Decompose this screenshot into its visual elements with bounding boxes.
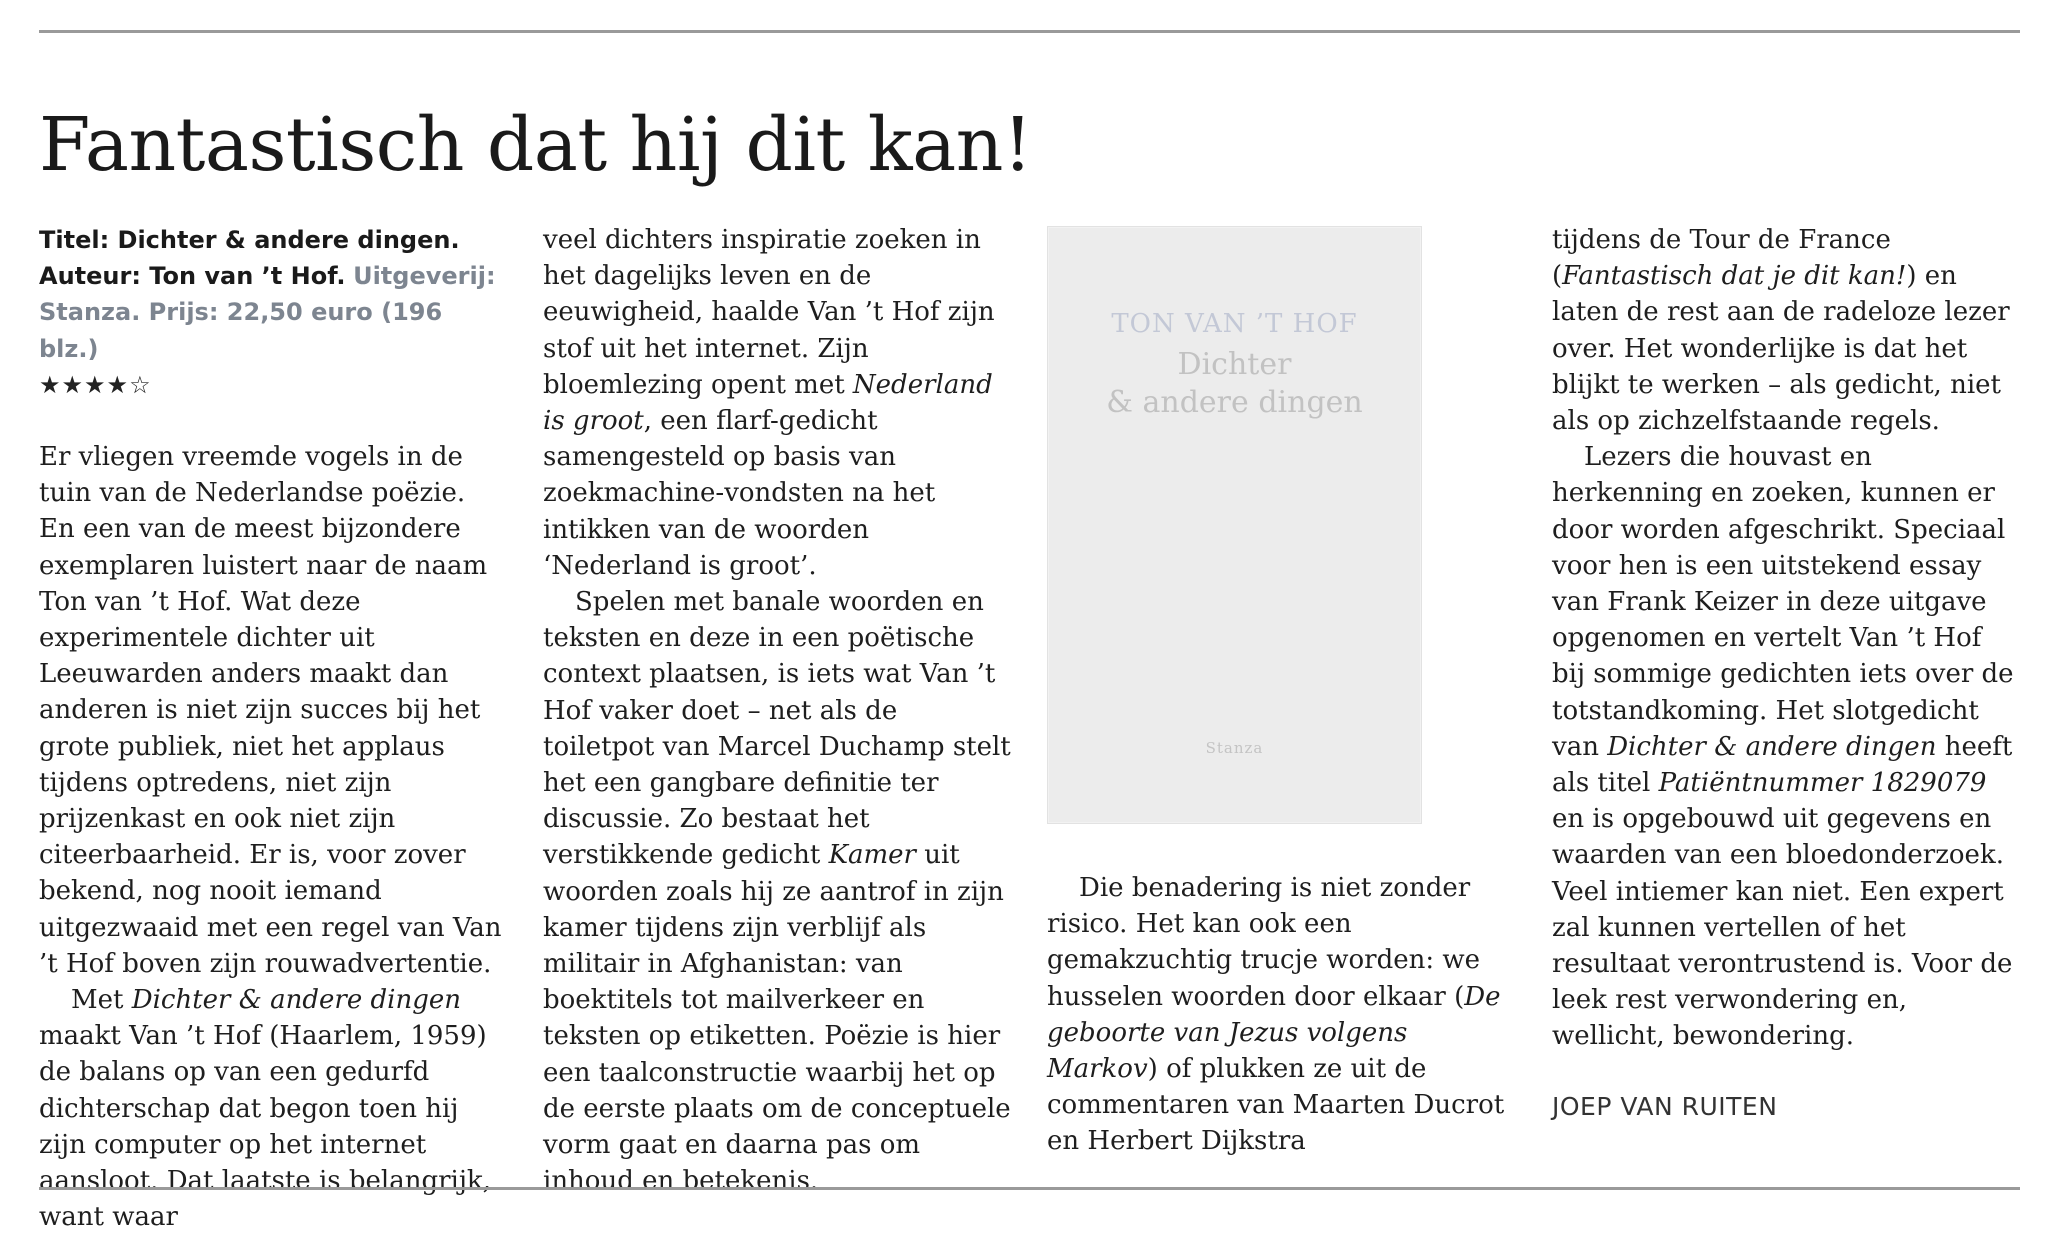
book-cover-image <box>1047 226 1422 824</box>
book-title-ref: Dichter & andere dingen <box>131 985 461 1016</box>
bottom-rule <box>39 1187 2020 1190</box>
author-byline: JOEP VAN RUITEN <box>1552 1091 1778 1121</box>
book-author: Auteur: Ton van ’t Hof. <box>39 262 346 291</box>
paragraph: Spelen met banale woorden en teksten en deze in een poëtische context plaatsen, is iets wat Van ’t Hof vaker doet – net als de toiletpot van Marcel Duchamp stelt het een gangbare definitie ter discussie. Zo bestaat het verstikkende gedicht Kamer uit woorden zoals hij ze aantrof in zijn kamer tijdens zijn verblijf als militair in Afghanistan: van boektitels tot mailverkeer en teksten op etiketten. Poëzie is hier een taalconstructie waarbij het op de eerste plaats om de conceptuele vorm gaat en daarna pas om inhoud en betekenis. <box>543 587 1011 1197</box>
headline: Fantastisch dat hij dit kan! <box>39 102 1033 188</box>
paragraph: veel dichters inspiratie zoeken in het dagelijks leven en de eeuwigheid, haalde Van ’t Hof zijn stof uit het internet. Zijn bloemlezing opent met Nederland is groot, een flarf-gedicht samengesteld op basis van zoekmachine-vondsten na het intikken van de woorden ‘Nederland is groot’. <box>543 225 995 581</box>
cover-title: Dichter <box>1177 347 1292 382</box>
paragraph: Die benadering is niet zonder risico. Het kan ook een gemakzuchtig trucje worden: we husselen woorden door elkaar (De geboorte van Jezus volgens Markov) of plukken ze uit de commentaren van Maarten Ducrot en Herbert Dijkstra <box>1047 873 1505 1157</box>
column-1 <box>39 222 509 1235</box>
book-info <box>39 222 509 403</box>
book-title-line <box>39 222 509 258</box>
top-rule <box>39 30 2020 33</box>
book-title-ref: Dichter & andere dingen <box>1607 731 1937 762</box>
paragraph: Met Dichter & andere dingen maakt Van ’t Hof (Haarlem, 1959) de balans op van een gedurfd dichterschap dat begon toen hij zijn computer op het internet aansloot. Dat laatste is belangrijk, want waar <box>39 985 491 1233</box>
publisher-label: Uitgeverij: <box>353 262 496 291</box>
poem-title-ref: Fantastisch dat je dit kan! <box>1562 261 1907 292</box>
book-publisher-line <box>39 294 509 366</box>
column-3 <box>1047 870 1517 1160</box>
rating-stars: ★★★★☆ <box>39 370 152 399</box>
publisher-price: Stanza. Prijs: 22,50 euro (196 blz.) <box>39 298 443 363</box>
poem-title-ref: Nederland is groot <box>543 369 993 437</box>
paragraph: Lezers die houvast en herkenning en zoeken, kunnen er door worden afgeschrikt. Speciaal voor hen is een uitstekend essay van Frank Keizer in deze uitgave opgenomen en vertelt Van ’t Hof bij sommige gedichten iets over de totstandkoming. Het slotgedicht van Dichter & andere dingen heeft als titel Patiëntnummer 1829079 en is opgebouwd uit gegevens en waarden van een bloedonderzoek. Veel intiemer kan niet. Een expert zal kunnen vertellen of het resultaat verontrustend is. Voor de leek rest verwondering en, wellicht, bewondering. <box>1552 442 2014 1052</box>
cover-publisher: Stanza <box>1205 739 1264 757</box>
poem-title-ref: Patiëntnummer 1829079 <box>1658 768 1987 799</box>
paragraph: Er vliegen vreemde vogels in de tuin van de Nederlandse poëzie. En een van de meest bijzondere exemplaren luistert naar de naam Ton van ’t Hof. Wat deze experimentele dichter uit Leeuwarden anders maakt dan anderen is niet zijn succes bij het grote publiek, niet het applaus tijdens optredens, niet zijn prijzenkast en ook niet zijn citeerbaarheid. Er is, voor zover bekend, nog nooit iemand uitgezwaaid met een regel van Van ’t Hof boven zijn rouwadvertentie. <box>39 442 502 979</box>
column-4 <box>1552 222 2022 1125</box>
book-title: Titel: Dichter & andere dingen. <box>39 226 460 254</box>
poem-title-ref: De geboorte van Jezus volgens Markov <box>1047 981 1501 1085</box>
poem-title-ref: Kamer <box>828 840 916 871</box>
cover-author: TON VAN ’T HOF <box>1111 309 1358 339</box>
cover-subtitle: & andere dingen <box>1106 385 1363 420</box>
book-author-line <box>39 258 509 294</box>
paragraph: tijdens de Tour de France (Fantastisch dat je dit kan!) en laten de rest aan de radeloze lezer over. Het wonderlijke is dat het blijkt te werken – als gedicht, niet als op zichzelfstaande regels. <box>1552 225 2010 437</box>
column-2 <box>543 222 1013 1199</box>
